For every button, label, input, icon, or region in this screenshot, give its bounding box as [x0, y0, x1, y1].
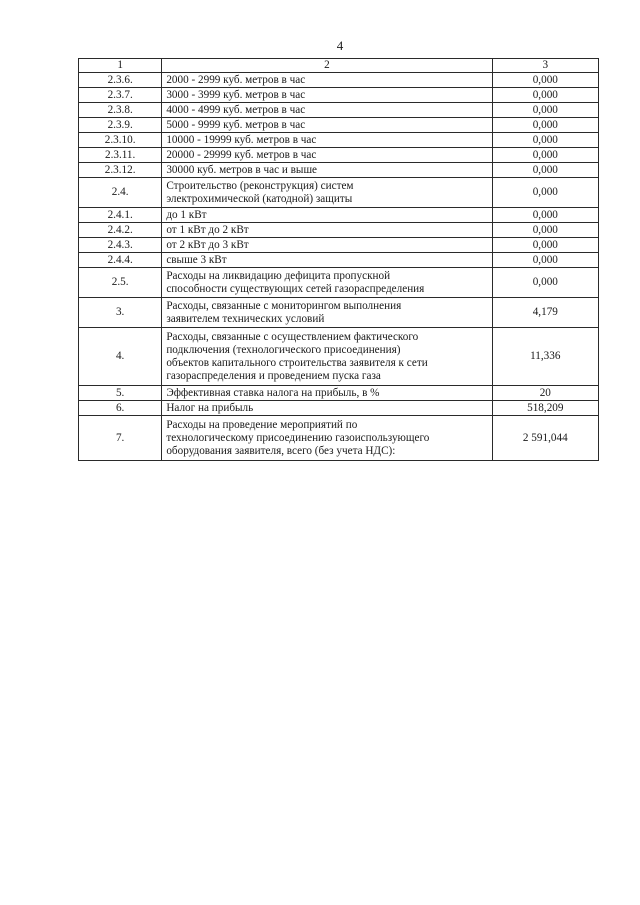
table-header-row: [79, 59, 599, 73]
description-line: Налог на прибыль: [166, 401, 254, 414]
description-line: объектов капитального строительства заявителя к сети: [166, 356, 428, 369]
row-number: 2.4.4.: [79, 253, 162, 268]
description-line: 2000 - 2999 куб. метров в час: [166, 73, 306, 86]
header-col-1: 1: [79, 59, 162, 73]
description-line: электрохимической (катодной) защиты: [166, 192, 353, 205]
description-line: от 2 кВт до 3 кВт: [166, 238, 249, 251]
row-value: 0,000: [492, 103, 598, 118]
row-description: [162, 103, 492, 118]
row-number: 2.5.: [79, 268, 162, 298]
row-value: 0,000: [492, 88, 598, 103]
row-description: [162, 401, 492, 416]
row-description: [162, 416, 492, 461]
table-row: [79, 401, 599, 416]
row-description: [162, 268, 492, 298]
row-description: [162, 163, 492, 178]
description-line: технологическому присоединению газоиспользующего: [166, 431, 430, 444]
row-description: [162, 298, 492, 328]
description-line: Расходы на проведение мероприятий по: [166, 418, 358, 431]
description-line: 3000 - 3999 куб. метров в час: [166, 88, 306, 101]
table-row: [79, 163, 599, 178]
description-line: от 1 кВт до 2 кВт: [166, 223, 249, 236]
table-row: [79, 103, 599, 118]
row-number: 7.: [79, 416, 162, 461]
row-value: 0,000: [492, 208, 598, 223]
row-value: 0,000: [492, 238, 598, 253]
description-line: Эффективная ставка налога на прибыль, в %: [166, 386, 380, 399]
row-value: 0,000: [492, 73, 598, 88]
table-row: [79, 88, 599, 103]
row-description: [162, 178, 492, 208]
table-row: [79, 133, 599, 148]
table-row: [79, 73, 599, 88]
row-value: 11,336: [492, 328, 598, 386]
table-row: [79, 268, 599, 298]
row-value: 0,000: [492, 223, 598, 238]
table-row: [79, 298, 599, 328]
row-number: 6.: [79, 401, 162, 416]
row-description: [162, 386, 492, 401]
description-line: способности существующих сетей газораспределения: [166, 282, 425, 295]
description-line: газораспределения и проведением пуска газа: [166, 369, 381, 382]
row-value: 0,000: [492, 178, 598, 208]
row-description: [162, 133, 492, 148]
row-value: 0,000: [492, 133, 598, 148]
row-number: 2.3.10.: [79, 133, 162, 148]
row-number: 2.3.9.: [79, 118, 162, 133]
row-number: 2.4.1.: [79, 208, 162, 223]
table-row: [79, 328, 599, 386]
table-row: [79, 118, 599, 133]
row-number: 2.3.7.: [79, 88, 162, 103]
table-row: [79, 178, 599, 208]
row-value: 518,209: [492, 401, 598, 416]
table-row: [79, 238, 599, 253]
row-number: 2.3.11.: [79, 148, 162, 163]
row-value: 0,000: [492, 148, 598, 163]
row-value: 0,000: [492, 118, 598, 133]
cost-table: [78, 58, 599, 461]
description-line: 5000 - 9999 куб. метров в час: [166, 118, 306, 131]
row-description: [162, 148, 492, 163]
row-description: [162, 73, 492, 88]
description-line: 10000 - 19999 куб. метров в час: [166, 133, 317, 146]
row-number: 2.4.: [79, 178, 162, 208]
row-number: 2.3.12.: [79, 163, 162, 178]
row-number: 3.: [79, 298, 162, 328]
description-line: подключения (технологического присоединения): [166, 343, 401, 356]
row-number: 2.4.2.: [79, 223, 162, 238]
table-row: [79, 223, 599, 238]
description-line: 20000 - 29999 куб. метров в час: [166, 148, 317, 161]
row-description: [162, 118, 492, 133]
description-line: Строительство (реконструкция) систем: [166, 179, 354, 192]
row-value: 4,179: [492, 298, 598, 328]
table-row: [79, 148, 599, 163]
row-value: 2 591,044: [492, 416, 598, 461]
row-number: 4.: [79, 328, 162, 386]
row-value: 0,000: [492, 163, 598, 178]
header-col-2: 2: [162, 59, 492, 73]
cost-table-body: [79, 59, 599, 461]
row-description: [162, 88, 492, 103]
description-line: Расходы на ликвидацию дефицита пропускной: [166, 269, 391, 282]
row-number: 2.4.3.: [79, 238, 162, 253]
row-number: 2.3.6.: [79, 73, 162, 88]
row-number: 5.: [79, 386, 162, 401]
row-description: [162, 223, 492, 238]
description-line: 30000 куб. метров в час и выше: [166, 163, 318, 176]
table-row: [79, 253, 599, 268]
header-col-3: 3: [492, 59, 598, 73]
description-line: 4000 - 4999 куб. метров в час: [166, 103, 306, 116]
row-description: [162, 253, 492, 268]
row-number: 2.3.8.: [79, 103, 162, 118]
row-value: 20: [492, 386, 598, 401]
description-line: оборудования заявителя, всего (без учета НДС):: [166, 444, 396, 457]
page-number: 4: [336, 38, 344, 53]
description-line: свыше 3 кВт: [166, 253, 227, 266]
table-row: [79, 208, 599, 223]
table-row: [79, 416, 599, 461]
table-row: [79, 386, 599, 401]
description-line: заявителем технических условий: [166, 312, 325, 325]
description-line: Расходы, связанные с осуществлением фактического: [166, 330, 419, 343]
description-line: до 1 кВт: [166, 208, 207, 221]
row-description: [162, 328, 492, 386]
row-value: 0,000: [492, 253, 598, 268]
description-line: Расходы, связанные с мониторингом выполнения: [166, 299, 402, 312]
row-description: [162, 238, 492, 253]
row-value: 0,000: [492, 268, 598, 298]
row-description: [162, 208, 492, 223]
